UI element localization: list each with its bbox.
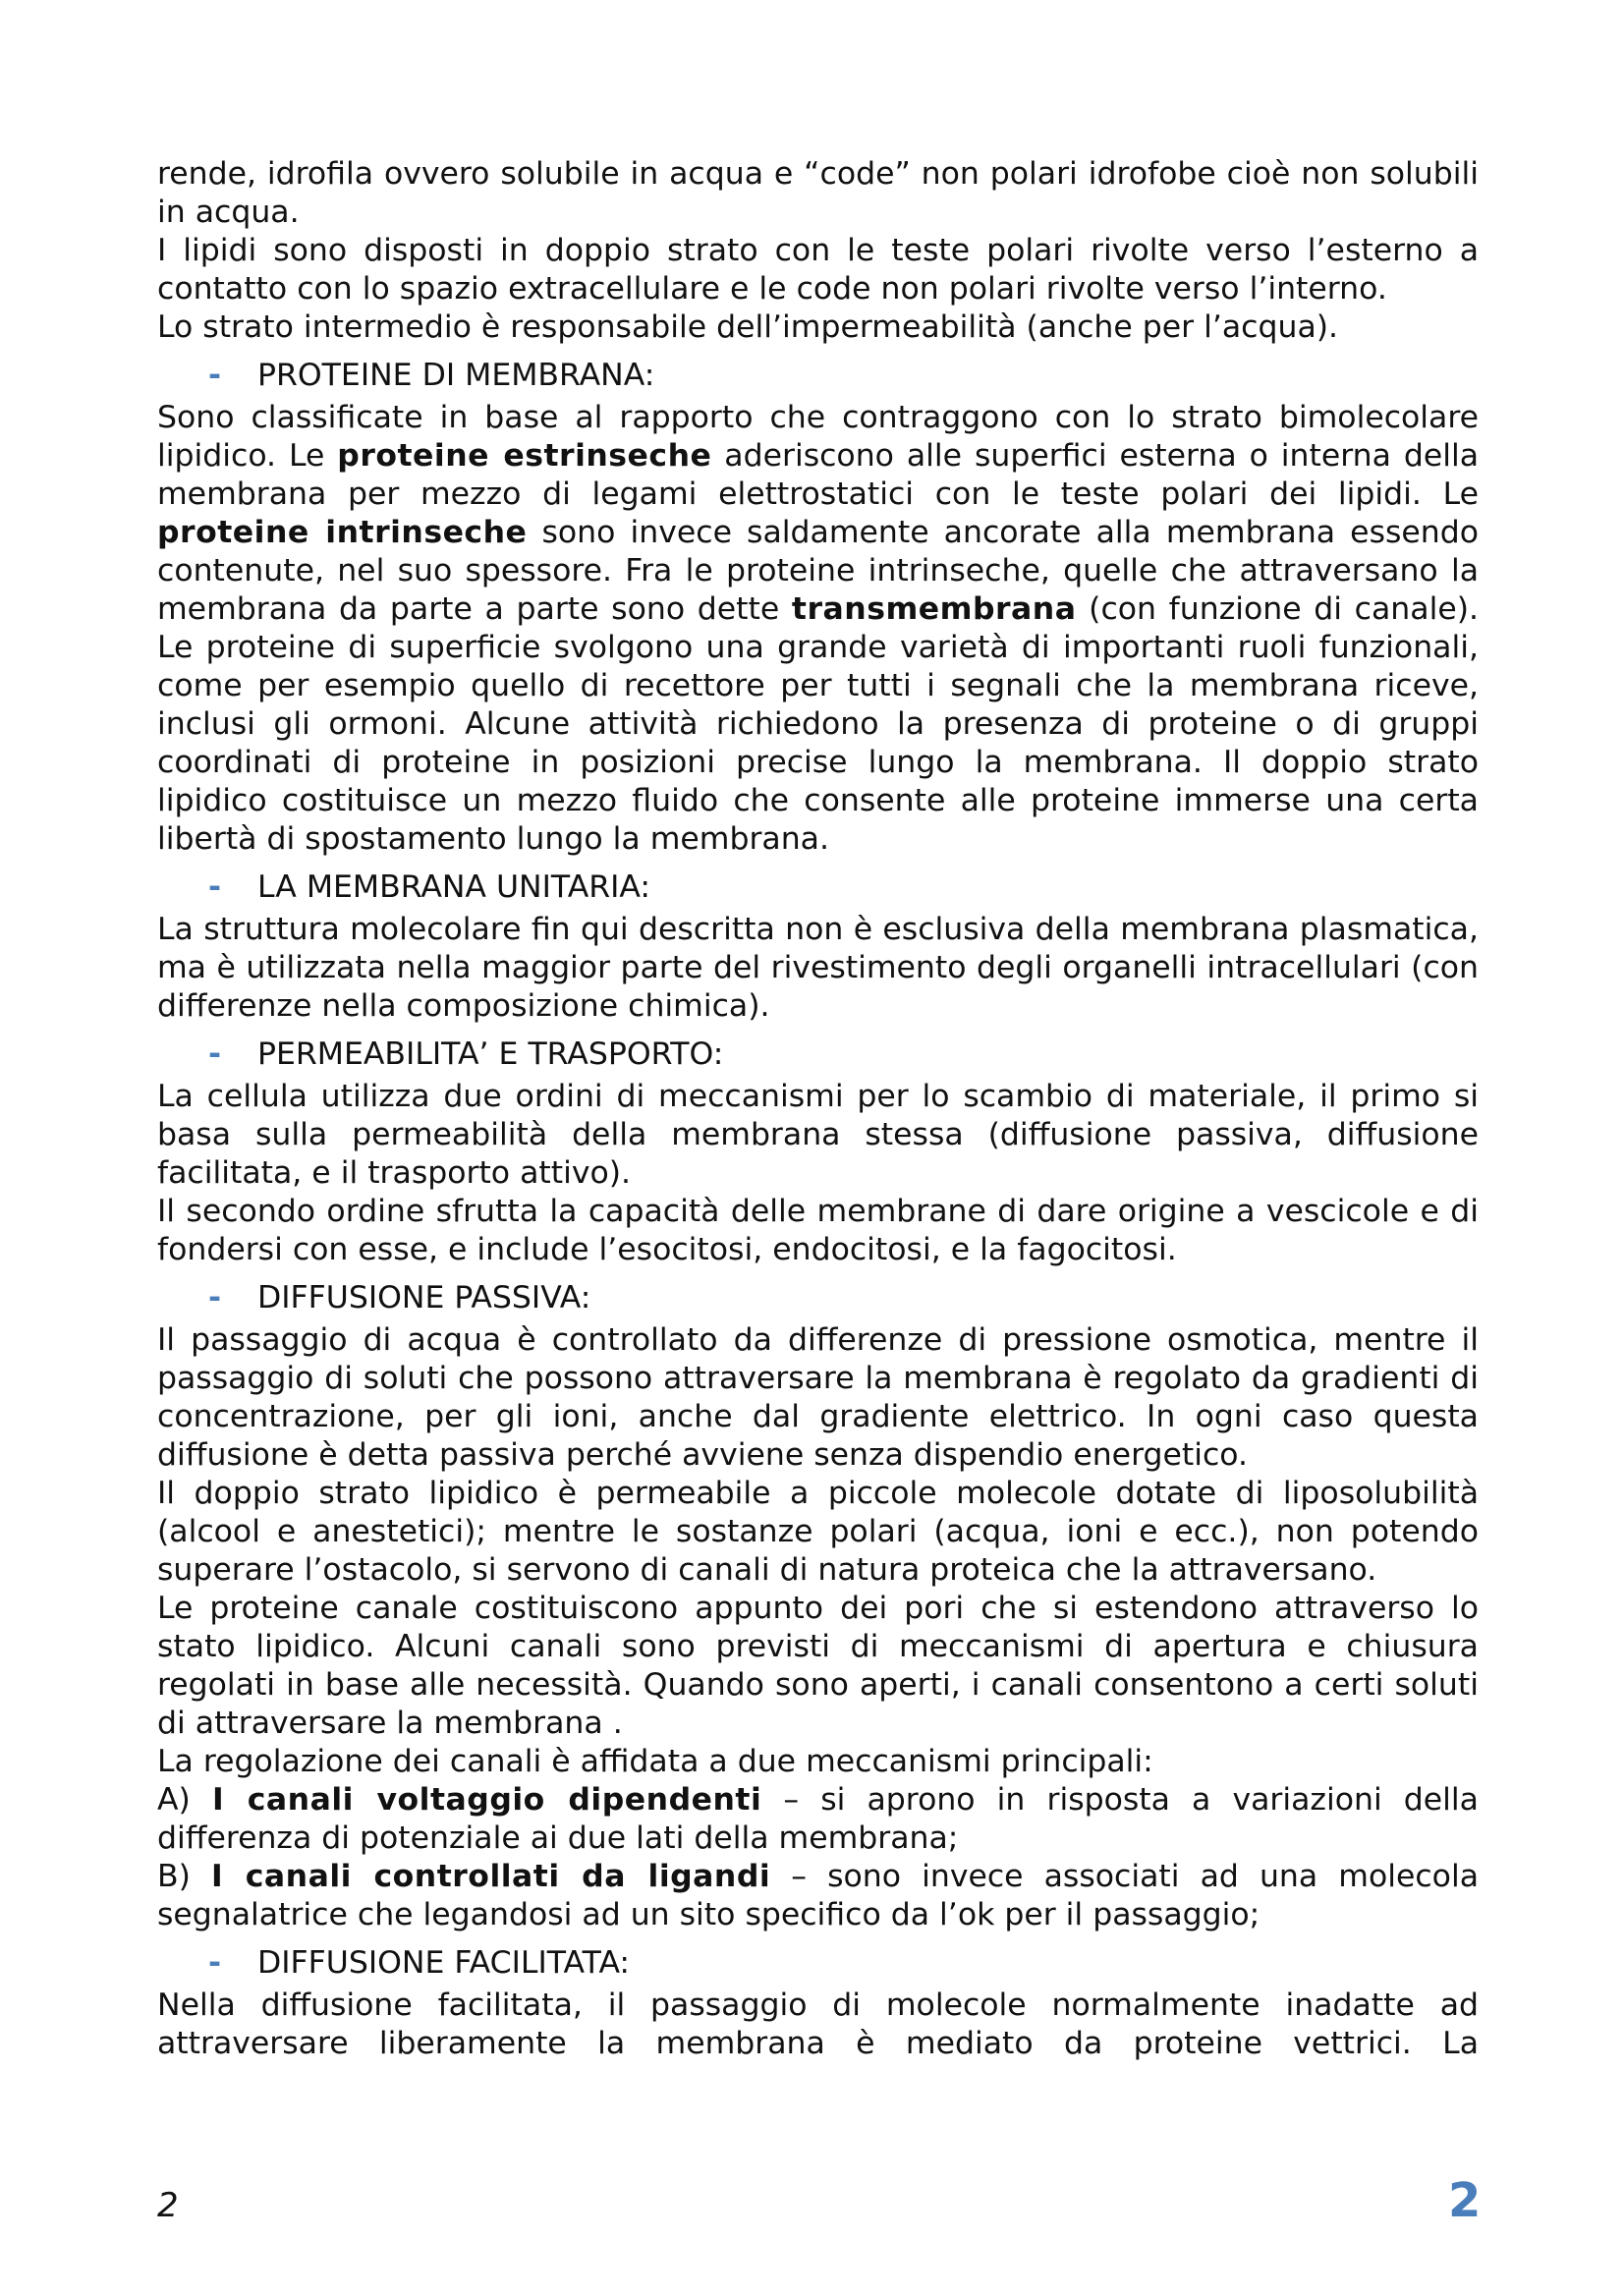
- text-run: (con funzione di canale). Le proteine di superficie svolgono una grande varietà di importanti ruoli funzionali, come per esempio quello di recettore per tutti i segnali che la membrana riceve, inclusi gli ormoni. Alcune attività richiedono la presenza di proteine o di gruppi coordinati di proteine in posizioni precise lungo la membrana. Il doppio strato lipidico costituisce un mezzo fluido che consente alle proteine immerse una certa libertà di spostamento lungo la membrana.: [157, 591, 1480, 857]
- section-heading-text: DIFFUSIONE PASSIVA:: [257, 1280, 591, 1315]
- section-heading-text: PERMEABILITA’ E TRASPORTO:: [257, 1036, 724, 1072]
- intro-paragraph-1: rende, idrofila ovvero solubile in acqua e “code” non polari idrofobe cioè non solubili in acqua.: [157, 156, 1479, 230]
- permeabilita-paragraph-1: La cellula utilizza due ordini di meccanismi per lo scambio di materiale, il primo si basa sulla permeabilità della membrana stessa (diffusione passiva, diffusione facilitata, e il trasporto attivo).: [157, 1079, 1479, 1191]
- passiva-item-a: [157, 1781, 1479, 1858]
- passiva-paragraph-1: Il passaggio di acqua è controllato da differenze di pressione osmotica, mentre il passaggio di soluti che possono attraversare la membrana è regolato da gradienti di concentrazione, per gli ioni, anche dal gradiente elettrico. In ogni caso questa diffusione è detta passiva perché avviene senza dispendio energetico.: [157, 1322, 1479, 1473]
- text-run: Sono classificate in base al rapporto che contraggono con lo strato bimolecolare lipidico. Le: [157, 400, 1479, 474]
- bullet-dash-icon: -: [208, 1280, 222, 1315]
- intro-paragraph-2: I lipidi sono disposti in doppio strato con le teste polari rivolte verso l’esterno a contatto con lo spazio extracellulare e le code non polari rivolte verso l’interno.: [157, 233, 1479, 307]
- bullet-dash-icon: -: [208, 869, 222, 905]
- bullet-dash-icon: -: [208, 1945, 222, 1981]
- intro-paragraph-3: Lo strato intermedio è responsabile dell’impermeabilità (anche per l’acqua).: [157, 309, 1339, 345]
- proteine-paragraph: [157, 399, 1479, 859]
- text-run: – si aprono in risposta a variazioni della differenza di potenziale ai due lati della membrana;: [157, 1782, 1479, 1856]
- permeabilita-paragraph-2: Il secondo ordine sfrutta la capacità delle membrane di dare origine a vescicole e di fondersi con esse, e include l’esocitosi, endocitosi, e la fagocitosi.: [157, 1194, 1479, 1267]
- bold-term: I canali voltaggio dipendenti: [211, 1782, 762, 1818]
- section-heading-proteine: [157, 357, 1479, 395]
- passiva-paragraph-2: Il doppio strato lipidico è permeabile a piccole molecole dotate di liposolubilità (alcool e anestetici); mentre le sostanze polari (acqua, ioni e ecc.), non potendo superare l’ostacolo, si servono di canali di natura proteica che la attraversano.: [157, 1476, 1479, 1588]
- bold-term: transmembrana: [791, 591, 1077, 627]
- section-heading-facilitata: [157, 1944, 1479, 1983]
- list-marker: A): [157, 1782, 212, 1818]
- facilitata-paragraph: Nella diffusione facilitata, il passaggio di molecole normalmente inadatte ad attraversare liberamente la membrana è mediato da proteine vettrici. La: [157, 1987, 1479, 2061]
- page-body: [157, 155, 1479, 2063]
- text-run: aderiscono alle superfici esterna o interna della membrana per mezzo di legami elettrostatici con le teste polari dei lipidi. Le: [157, 438, 1480, 512]
- page-number-footer: 2: [157, 2186, 179, 2225]
- section-heading-text: LA MEMBRANA UNITARIA:: [257, 869, 651, 905]
- text-run: – sono invece associati ad una molecola segnalatrice che legandosi ad un sito specifico da l’ok per il passaggio;: [157, 1859, 1479, 1932]
- bullet-dash-icon: -: [208, 358, 222, 393]
- passiva-paragraph-3: Le proteine canale costituiscono appunto dei pori che si estendono attraverso lo stato lipidico. Alcuni canali sono previsti di meccanismi di apertura e chiusura regolati in base alle necessità. Quando sono aperti, i canali consentono a certi soluti di attraversare la membrana .: [157, 1591, 1479, 1741]
- passiva-item-b: [157, 1858, 1479, 1934]
- bold-term: proteine estrinseche: [337, 438, 712, 474]
- bullet-dash-icon: -: [208, 1036, 222, 1072]
- page-number-badge: 2: [1448, 2173, 1482, 2228]
- section-heading-passiva: [157, 1279, 1479, 1317]
- bold-term: I canali controllati da ligandi: [210, 1859, 771, 1894]
- section-heading-text: PROTEINE DI MEMBRANA:: [257, 358, 655, 393]
- section-heading-text: DIFFUSIONE FACILITATA:: [257, 1945, 631, 1981]
- section-heading-permeabilita: [157, 1036, 1479, 1074]
- text-run: sono invece saldamente ancorate alla membrana essendo contenute, nel suo spessore. Fra le proteine intrinseche, quelle che attraversano la membrana da parte a parte sono dette: [157, 515, 1479, 627]
- section-heading-unitaria: [157, 868, 1479, 907]
- passiva-paragraph-4: La regolazione dei canali è affidata a due meccanismi principali:: [157, 1744, 1153, 1779]
- bold-term: proteine intrinseche: [157, 515, 528, 550]
- list-marker: B): [157, 1859, 211, 1894]
- unitaria-paragraph: La struttura molecolare fin qui descritta non è esclusiva della membrana plasmatica, ma è utilizzata nella maggior parte del rivestimento degli organelli intracellulari (con differenze nella composizione chimica).: [157, 912, 1479, 1024]
